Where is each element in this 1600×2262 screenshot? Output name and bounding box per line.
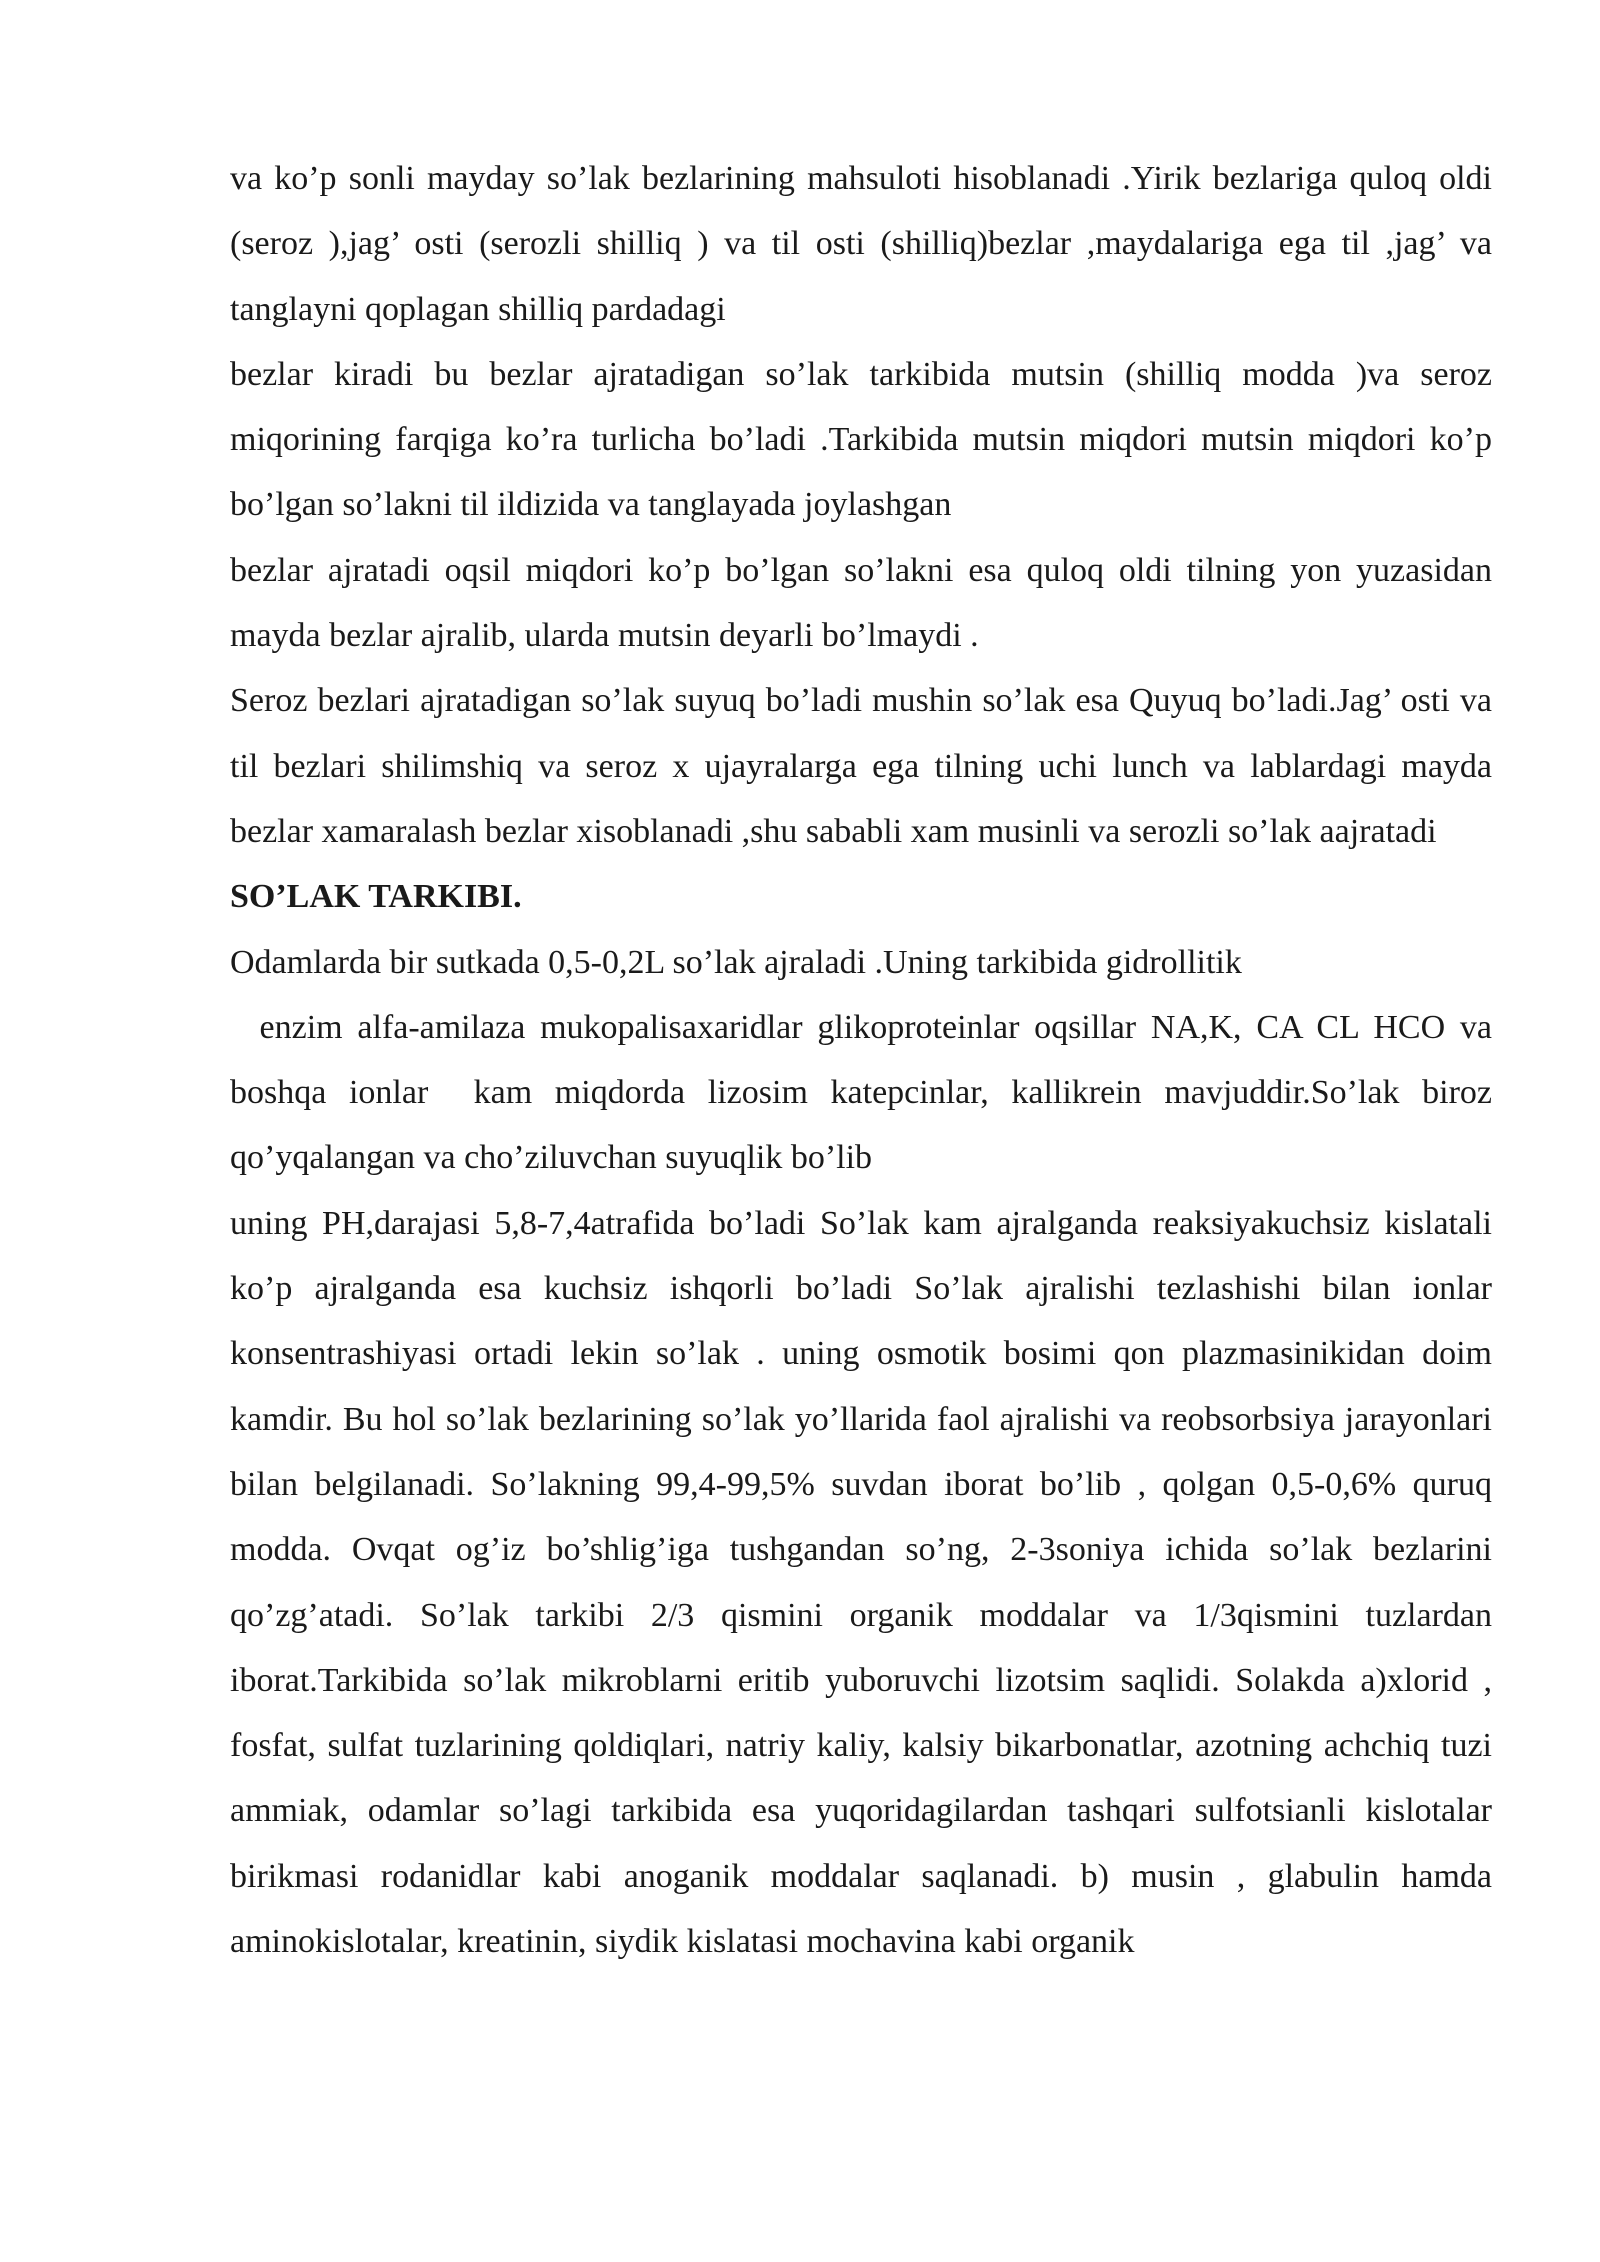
paragraph-2: bezlar kiradi bu bezlar ajratadigan so’lak tarkibida mutsin (shilliq modda )va seroz miqorining farqiga ko’ra turlicha bo’ladi .Tarkibida mutsin miqdori mutsin miqdori ko’p bo’lgan so’lakni til ildizida va tanglayada joylashgan <box>230 355 1492 524</box>
paragraph-5: Odamlarda bir sutkada 0,5-0,2L so’lak ajraladi .Uning tarkibida gidrollitik <box>230 943 1242 981</box>
paragraph-7: uning PH,darajasi 5,8-7,4atrafida bo’ladi So’lak kam ajralganda reaksiyakuchsiz kislatali ko’p ajralganda esa kuchsiz ishqorli bo’ladi So’lak ajralishi tezlashishi bilan ionlar konsentrashiyasi ortadi lekin so’lak . uning osmotik bosimi qon plazmasinikidan doim kamdir. Bu hol so’lak bezlarining so’lak yo’llarida faol ajralishi va reobsorbsiya jarayonlari bilan belgilanadi. So’lakning 99,4-99,5% suvdan iborat bo’lib , qolgan 0,5-0,6% quruq modda. Ovqat og’iz bo’shlig’iga tushgandan so’ng, 2-3soniya ichida so’lak bezlarini qo’zg’atadi. So’lak tarkibi 2/3 qismini organik moddalar va 1/3qismini tuzlardan iborat.Tarkibida so’lak mikroblarni eritib yuboruvchi lizotsim saqlidi. Solakda a)xlorid , fosfat, sulfat tuzlarining qoldiqlari, natriy kaliy, kalsiy bikarbonatlar, azotning achchiq tuzi ammiak, odamlar so’lagi tarkibida esa yuqoridagilardan tashqari sulfotsianli kislotalar birikmasi rodanidlar kabi anoganik moddalar saqlanadi. b) musin , glabulin hamda aminokislotalar, kreatinin, siydik kislatasi mochavina kabi organik <box>230 1204 1492 1961</box>
section-heading: SO’LAK TARKIBI. <box>230 878 522 916</box>
paragraph-6: enzim alfa-amilaza mukopalisaxaridlar glikoproteinlar oqsillar NA,K, CA CL HCO va boshqa ionlar kam miqdorda lizosim katepcinlar, kallikrein mavjuddir.So’lak biroz qo’yqalangan va cho’ziluvchan suyuqlik bo’lib <box>230 1008 1501 1177</box>
document-page <box>230 146 1501 1974</box>
paragraph-3: bezlar ajratadi oqsil miqdori ko’p bo’lgan so’lakni esa quloq oldi tilning yon yuzasidan mayda bezlar ajralib, ularda mutsin deyarli bo’lmaydi . <box>230 551 1492 655</box>
paragraph-4: Seroz bezlari ajratadigan so’lak suyuq bo’ladi mushin so’lak esa Quyuq bo’ladi.Jag’ osti va til bezlari shilimshiq va seroz x ujayralarga ega tilning uchi lunch va lablardagi mayda bezlar xamaralash bezlar xisoblanadi ,shu sababli xam musinli va serozli so’lak aajratadi <box>230 682 1492 850</box>
paragraph-1: va ko’p sonli mayday so’lak bezlarining mahsuloti hisoblanadi .Yirik bezlariga quloq oldi (seroz ),jag’ osti (serozli shilliq ) va til osti (shilliq)bezlar ,maydalariga ega til ,jag’ va tanglayni qoplagan shilliq pardadagi <box>230 160 1492 328</box>
